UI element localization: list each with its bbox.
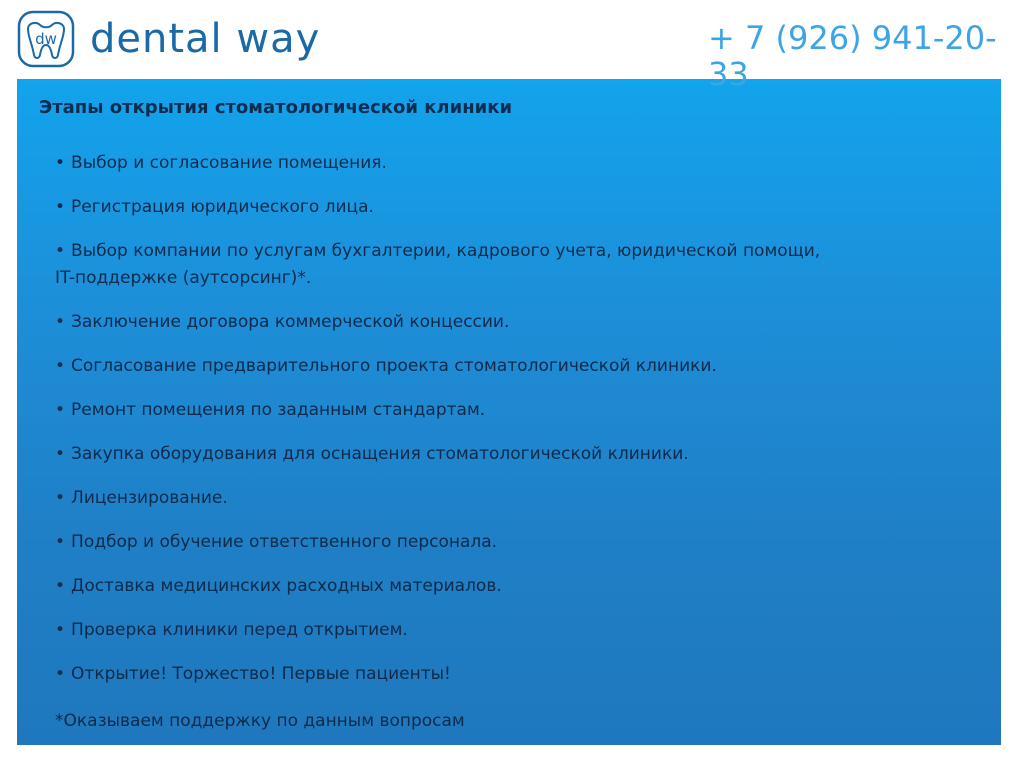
list-item-text: Подбор и обучение ответственного персонала. bbox=[71, 532, 498, 552]
list-item-text: Согласование предварительного проекта стоматологической клиники. bbox=[71, 356, 717, 376]
list-item bbox=[55, 150, 835, 177]
list-item bbox=[55, 529, 835, 556]
logo bbox=[16, 8, 320, 70]
list-item bbox=[55, 353, 835, 380]
list-item bbox=[55, 661, 835, 688]
bullet: • bbox=[55, 241, 66, 261]
panel-title: Этапы открытия стоматологической клиники bbox=[39, 97, 513, 118]
logo-letters: dw bbox=[35, 30, 57, 48]
list-item-text: Открытие! Торжество! Первые пациенты! bbox=[71, 664, 451, 684]
bullet: • bbox=[55, 153, 66, 173]
brand-name: dental way bbox=[90, 16, 321, 62]
list-item bbox=[55, 397, 835, 424]
list-item bbox=[55, 309, 835, 336]
list-item bbox=[55, 238, 835, 292]
list-item-text: Лицензирование. bbox=[71, 488, 228, 508]
steps-list bbox=[55, 150, 835, 705]
bullet: • bbox=[55, 488, 66, 508]
list-item-text: Закупка оборудования для оснащения стоматологической клиники. bbox=[71, 444, 689, 464]
list-item-text: Регистрация юридического лица. bbox=[71, 197, 374, 217]
bullet: • bbox=[55, 197, 66, 217]
footnote: *Оказываем поддержку по данным вопросам bbox=[55, 711, 465, 731]
bullet: • bbox=[55, 532, 66, 552]
tooth-logo-icon bbox=[16, 9, 76, 69]
bullet: • bbox=[55, 444, 66, 464]
list-item-text: Заключение договора коммерческой концессии. bbox=[71, 312, 510, 332]
list-item-text: Выбор компании по услугам бухгалтерии, кадрового учета, юридической помощи, IT-поддержке (аутсорсинг)*. bbox=[55, 241, 821, 288]
bullet: • bbox=[55, 356, 66, 376]
list-item-text: Ремонт помещения по заданным стандартам. bbox=[71, 400, 486, 420]
list-item bbox=[55, 617, 835, 644]
list-item bbox=[55, 573, 835, 600]
list-item-text: Доставка медицинских расходных материалов. bbox=[71, 576, 502, 596]
bullet: • bbox=[55, 576, 66, 596]
list-item-text: Выбор и согласование помещения. bbox=[71, 153, 387, 173]
bullet: • bbox=[55, 620, 66, 640]
bullet: • bbox=[55, 664, 66, 684]
bullet: • bbox=[55, 312, 66, 332]
list-item bbox=[55, 194, 835, 221]
bullet: • bbox=[55, 400, 66, 420]
list-item-text: Проверка клиники перед открытием. bbox=[71, 620, 408, 640]
list-item bbox=[55, 485, 835, 512]
content-panel bbox=[17, 79, 1001, 745]
phone-number[interactable]: + 7 (926) 941-20-33 bbox=[708, 19, 997, 93]
list-item bbox=[55, 441, 835, 468]
